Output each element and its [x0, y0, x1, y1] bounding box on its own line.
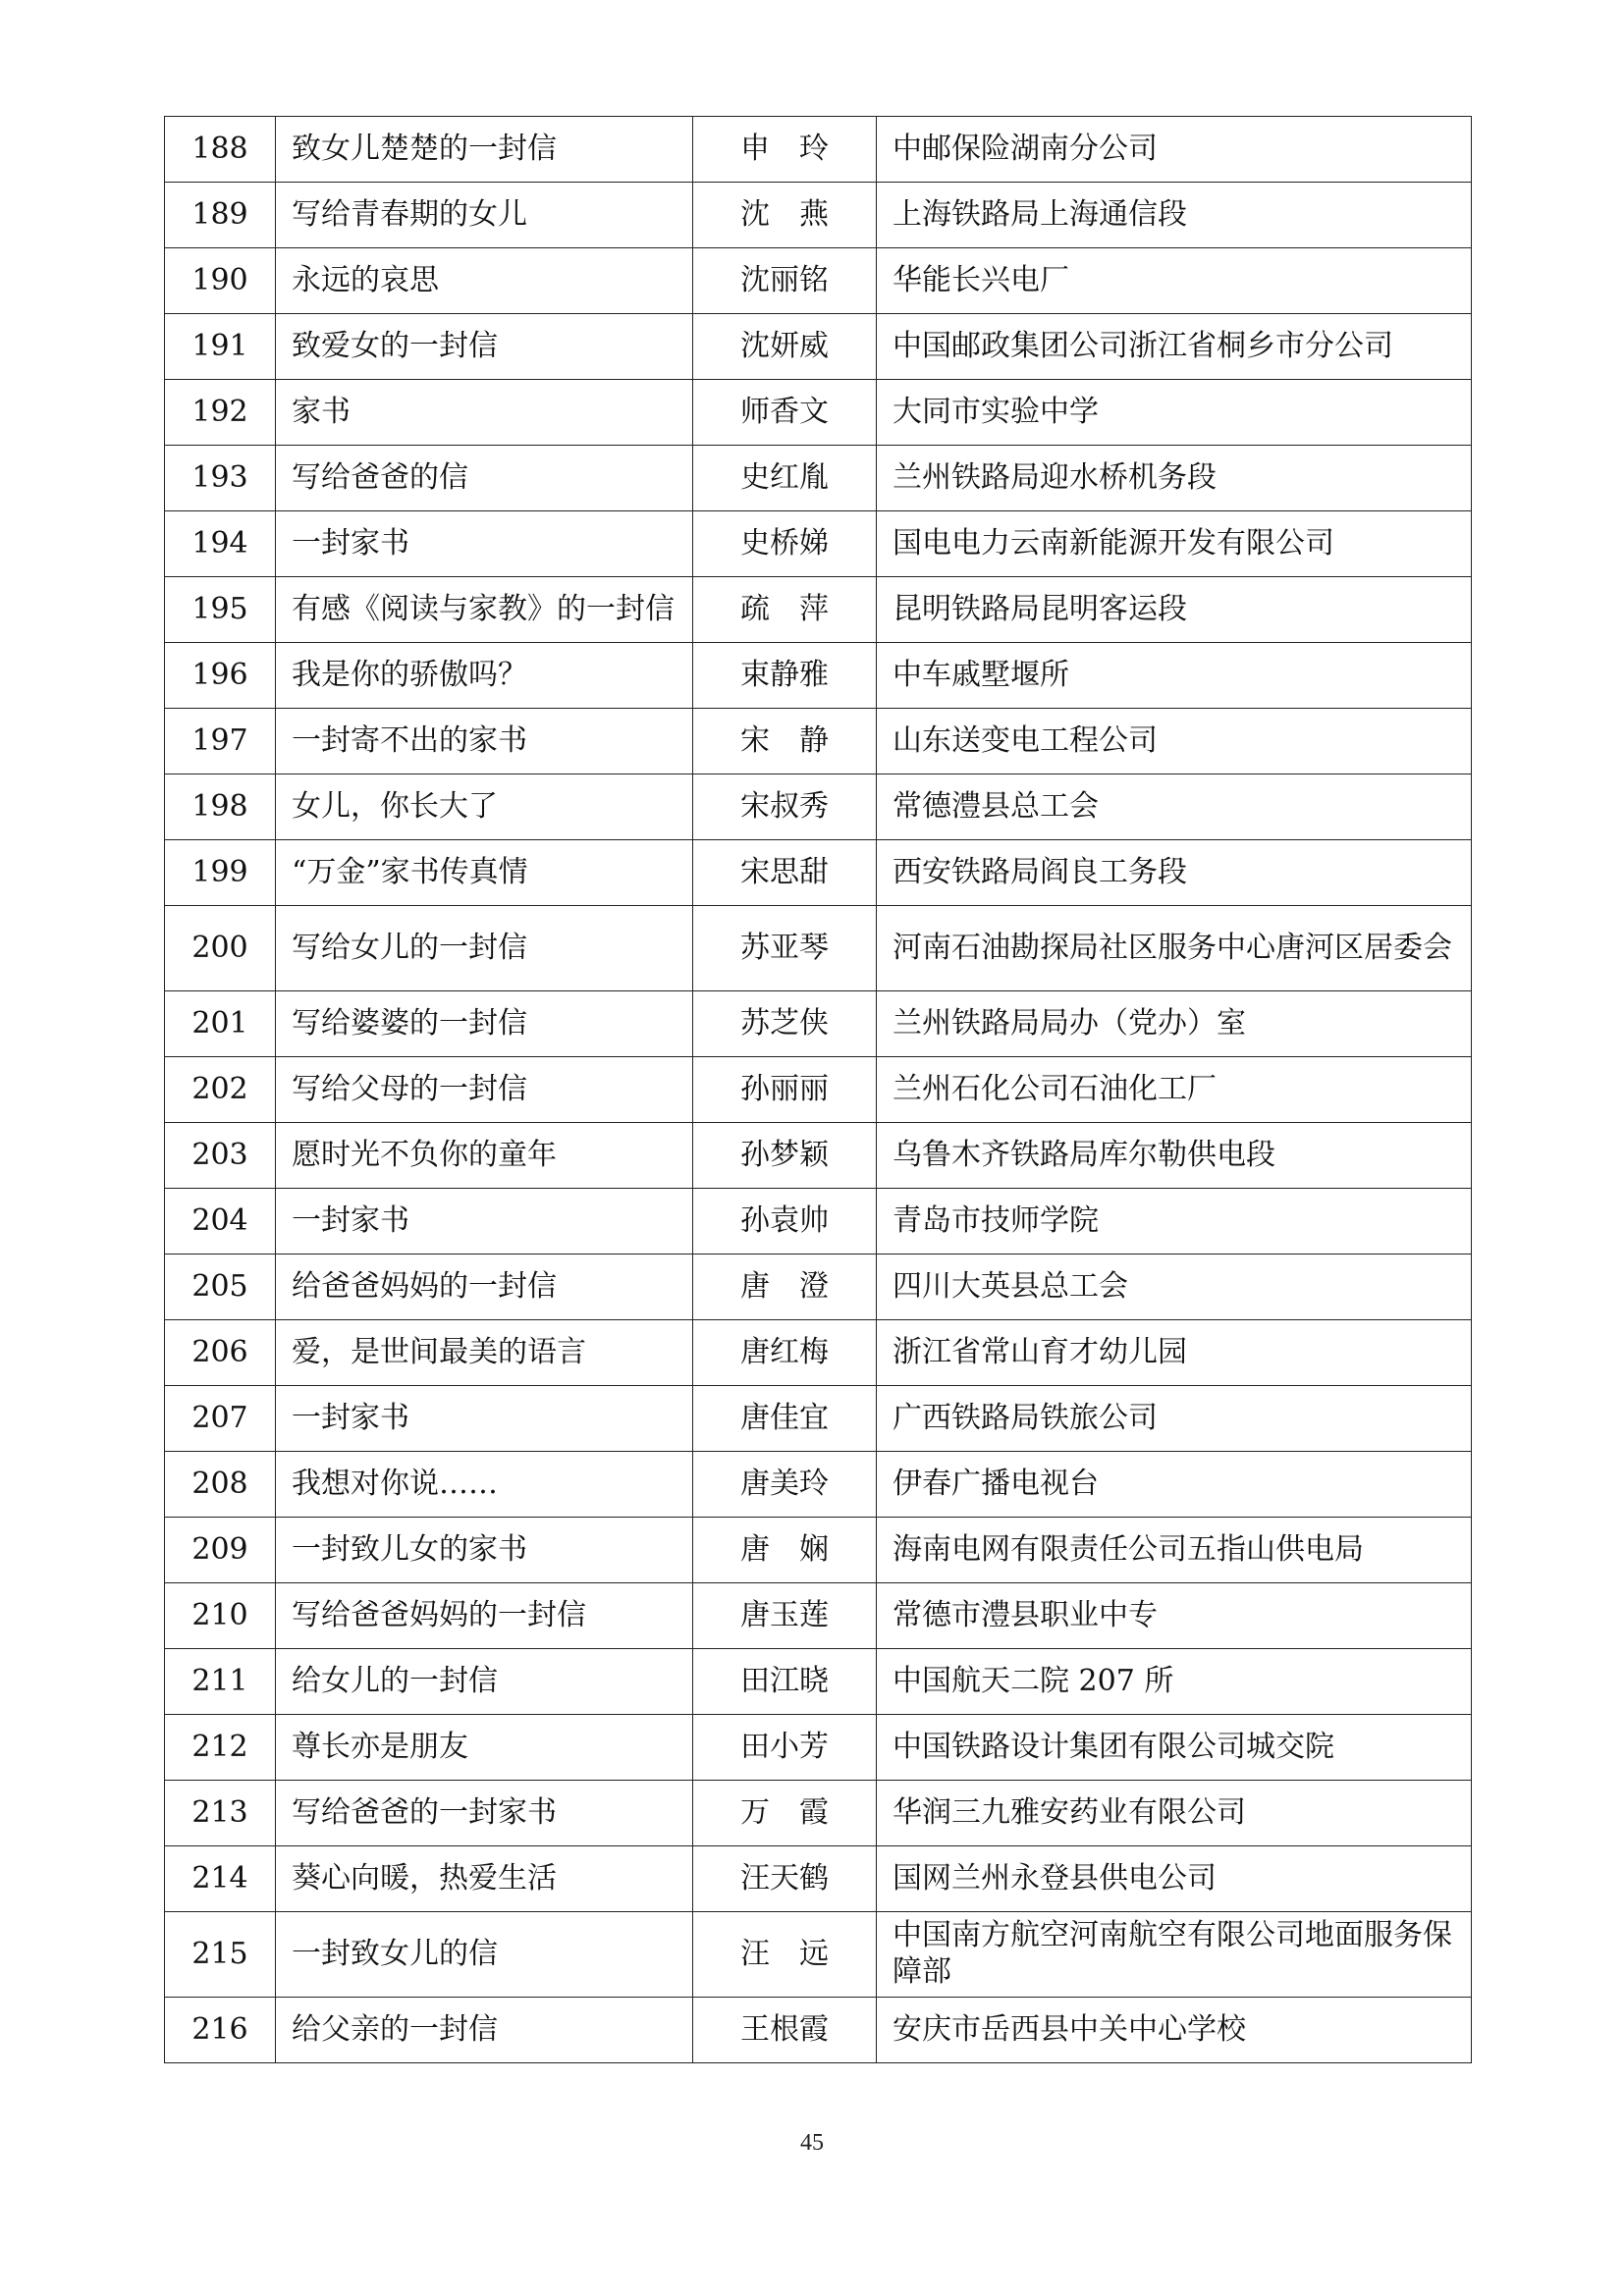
- entry-number-cell: 195: [165, 577, 276, 643]
- letter-title-cell: 写给父母的一封信: [276, 1057, 693, 1123]
- organization-cell: 国网兰州永登县供电公司: [877, 1846, 1472, 1912]
- letter-title-cell: 写给爸爸的一封家书: [276, 1781, 693, 1846]
- author-name-cell: 汪天鹤: [693, 1846, 877, 1912]
- organization-cell: 伊春广播电视台: [877, 1452, 1472, 1518]
- award-list-table: [164, 116, 1472, 2063]
- entry-number-cell: 201: [165, 991, 276, 1057]
- table-row: [165, 643, 1472, 709]
- letter-title-cell: 给女儿的一封信: [276, 1649, 693, 1715]
- letter-title-cell: 爱，是世间最美的语言: [276, 1320, 693, 1386]
- letter-title-cell: 一封家书: [276, 511, 693, 577]
- letter-title-cell: 写给青春期的女儿: [276, 183, 693, 248]
- organization-cell: 兰州铁路局迎水桥机务段: [877, 446, 1472, 511]
- entry-number-cell: 198: [165, 774, 276, 840]
- author-name-cell: 唐 娴: [693, 1518, 877, 1583]
- table-row: [165, 1452, 1472, 1518]
- author-name-cell: 田江晓: [693, 1649, 877, 1715]
- author-name-cell: 孙袁帅: [693, 1189, 877, 1255]
- entry-number-cell: 190: [165, 248, 276, 314]
- author-name-cell: 唐美玲: [693, 1452, 877, 1518]
- entry-number-cell: 209: [165, 1518, 276, 1583]
- author-name-cell: 宋思甜: [693, 840, 877, 906]
- author-name-cell: 申 玲: [693, 117, 877, 183]
- table-row: [165, 446, 1472, 511]
- organization-cell: 中国南方航空河南航空有限公司地面服务保障部: [877, 1912, 1472, 1998]
- table-row: [165, 1386, 1472, 1452]
- table-row: [165, 1518, 1472, 1583]
- organization-cell: 兰州铁路局局办（党办）室: [877, 991, 1472, 1057]
- entry-number-cell: 212: [165, 1715, 276, 1781]
- entry-number-cell: 204: [165, 1189, 276, 1255]
- author-name-cell: 唐玉莲: [693, 1583, 877, 1649]
- author-name-cell: 沈 燕: [693, 183, 877, 248]
- author-name-cell: 疏 萍: [693, 577, 877, 643]
- entry-number-cell: 216: [165, 1998, 276, 2063]
- author-name-cell: 苏亚琴: [693, 906, 877, 991]
- table-row: [165, 906, 1472, 991]
- entry-number-cell: 192: [165, 380, 276, 446]
- table-row: [165, 1998, 1472, 2063]
- author-name-cell: 田小芳: [693, 1715, 877, 1781]
- table-row: [165, 248, 1472, 314]
- author-name-cell: 孙梦颖: [693, 1123, 877, 1189]
- letter-title-cell: 女儿，你长大了: [276, 774, 693, 840]
- organization-cell: 河南石油勘探局社区服务中心唐河区居委会: [877, 906, 1472, 991]
- organization-cell: 广西铁路局铁旅公司: [877, 1386, 1472, 1452]
- organization-cell: 大同市实验中学: [877, 380, 1472, 446]
- table-row: [165, 1715, 1472, 1781]
- entry-number-cell: 210: [165, 1583, 276, 1649]
- author-name-cell: 史红胤: [693, 446, 877, 511]
- letter-title-cell: “万金”家书传真情: [276, 840, 693, 906]
- table-row: [165, 1123, 1472, 1189]
- entry-number-cell: 211: [165, 1649, 276, 1715]
- letter-title-cell: 葵心向暖，热爱生活: [276, 1846, 693, 1912]
- table-row: [165, 1846, 1472, 1912]
- author-name-cell: 史桥娣: [693, 511, 877, 577]
- letter-title-cell: 致女儿楚楚的一封信: [276, 117, 693, 183]
- letter-title-cell: 愿时光不负你的童年: [276, 1123, 693, 1189]
- table-row: [165, 1189, 1472, 1255]
- entry-number-cell: 189: [165, 183, 276, 248]
- organization-cell: 海南电网有限责任公司五指山供电局: [877, 1518, 1472, 1583]
- table-row: [165, 709, 1472, 774]
- organization-cell: 乌鲁木齐铁路局库尔勒供电段: [877, 1123, 1472, 1189]
- table-row: [165, 774, 1472, 840]
- letter-title-cell: 一封家书: [276, 1189, 693, 1255]
- organization-cell: 四川大英县总工会: [877, 1255, 1472, 1320]
- table-row: [165, 577, 1472, 643]
- author-name-cell: 唐佳宜: [693, 1386, 877, 1452]
- letter-title-cell: 一封致女儿的信: [276, 1912, 693, 1998]
- letter-title-cell: 一封家书: [276, 1386, 693, 1452]
- table-row: [165, 1649, 1472, 1715]
- organization-cell: 安庆市岳西县中关中心学校: [877, 1998, 1472, 2063]
- organization-cell: 中国铁路设计集团有限公司城交院: [877, 1715, 1472, 1781]
- entry-number-cell: 197: [165, 709, 276, 774]
- letter-title-cell: 写给女儿的一封信: [276, 906, 693, 991]
- entry-number-cell: 191: [165, 314, 276, 380]
- letter-title-cell: 一封致儿女的家书: [276, 1518, 693, 1583]
- organization-cell: 浙江省常山育才幼儿园: [877, 1320, 1472, 1386]
- author-name-cell: 汪 远: [693, 1912, 877, 1998]
- entry-number-cell: 199: [165, 840, 276, 906]
- table-row: [165, 1912, 1472, 1998]
- entry-number-cell: 207: [165, 1386, 276, 1452]
- organization-cell: 中国邮政集团公司浙江省桐乡市分公司: [877, 314, 1472, 380]
- entry-number-cell: 188: [165, 117, 276, 183]
- author-name-cell: 孙丽丽: [693, 1057, 877, 1123]
- author-name-cell: 沈妍威: [693, 314, 877, 380]
- letter-title-cell: 写给婆婆的一封信: [276, 991, 693, 1057]
- organization-cell: 华能长兴电厂: [877, 248, 1472, 314]
- entry-number-cell: 206: [165, 1320, 276, 1386]
- table-body: [165, 117, 1472, 2063]
- letter-title-cell: 给父亲的一封信: [276, 1998, 693, 2063]
- organization-cell: 国电电力云南新能源开发有限公司: [877, 511, 1472, 577]
- entry-number-cell: 215: [165, 1912, 276, 1998]
- letter-title-cell: 家书: [276, 380, 693, 446]
- table-row: [165, 511, 1472, 577]
- letter-title-cell: 致爱女的一封信: [276, 314, 693, 380]
- organization-cell: 上海铁路局上海通信段: [877, 183, 1472, 248]
- letter-title-cell: 写给爸爸的信: [276, 446, 693, 511]
- author-name-cell: 苏芝侠: [693, 991, 877, 1057]
- author-name-cell: 万 霞: [693, 1781, 877, 1846]
- entry-number-cell: 202: [165, 1057, 276, 1123]
- letter-title-cell: 一封寄不出的家书: [276, 709, 693, 774]
- table-row: [165, 1057, 1472, 1123]
- letter-title-cell: 永远的哀思: [276, 248, 693, 314]
- author-name-cell: 唐 澄: [693, 1255, 877, 1320]
- table-row: [165, 1781, 1472, 1846]
- organization-cell: 华润三九雅安药业有限公司: [877, 1781, 1472, 1846]
- entry-number-cell: 213: [165, 1781, 276, 1846]
- organization-cell: 青岛市技师学院: [877, 1189, 1472, 1255]
- table-row: [165, 1320, 1472, 1386]
- table-row: [165, 183, 1472, 248]
- letter-title-cell: 给爸爸妈妈的一封信: [276, 1255, 693, 1320]
- entry-number-cell: 203: [165, 1123, 276, 1189]
- organization-cell: 山东送变电工程公司: [877, 709, 1472, 774]
- author-name-cell: 宋叔秀: [693, 774, 877, 840]
- table-row: [165, 991, 1472, 1057]
- organization-cell: 中邮保险湖南分公司: [877, 117, 1472, 183]
- entry-number-cell: 200: [165, 906, 276, 991]
- author-name-cell: 宋 静: [693, 709, 877, 774]
- entry-number-cell: 194: [165, 511, 276, 577]
- author-name-cell: 束静雅: [693, 643, 877, 709]
- table-row: [165, 1255, 1472, 1320]
- letter-title-cell: 我想对你说……: [276, 1452, 693, 1518]
- table-row: [165, 314, 1472, 380]
- page-number: 45: [800, 2130, 824, 2156]
- table-row: [165, 1583, 1472, 1649]
- organization-cell: 西安铁路局阎良工务段: [877, 840, 1472, 906]
- author-name-cell: 王根霞: [693, 1998, 877, 2063]
- entry-number-cell: 205: [165, 1255, 276, 1320]
- letter-title-cell: 写给爸爸妈妈的一封信: [276, 1583, 693, 1649]
- table-row: [165, 380, 1472, 446]
- organization-cell: 常德澧县总工会: [877, 774, 1472, 840]
- organization-cell: 昆明铁路局昆明客运段: [877, 577, 1472, 643]
- table-row: [165, 840, 1472, 906]
- author-name-cell: 唐红梅: [693, 1320, 877, 1386]
- organization-cell: 常德市澧县职业中专: [877, 1583, 1472, 1649]
- entry-number-cell: 208: [165, 1452, 276, 1518]
- author-name-cell: 师香文: [693, 380, 877, 446]
- entry-number-cell: 214: [165, 1846, 276, 1912]
- letter-title-cell: 有感《阅读与家教》的一封信: [276, 577, 693, 643]
- organization-cell: 中国航天二院 207 所: [877, 1649, 1472, 1715]
- entry-number-cell: 193: [165, 446, 276, 511]
- letter-title-cell: 尊长亦是朋友: [276, 1715, 693, 1781]
- table-row: [165, 117, 1472, 183]
- letter-title-cell: 我是你的骄傲吗？: [276, 643, 693, 709]
- organization-cell: 中车戚墅堰所: [877, 643, 1472, 709]
- entry-number-cell: 196: [165, 643, 276, 709]
- organization-cell: 兰州石化公司石油化工厂: [877, 1057, 1472, 1123]
- author-name-cell: 沈丽铭: [693, 248, 877, 314]
